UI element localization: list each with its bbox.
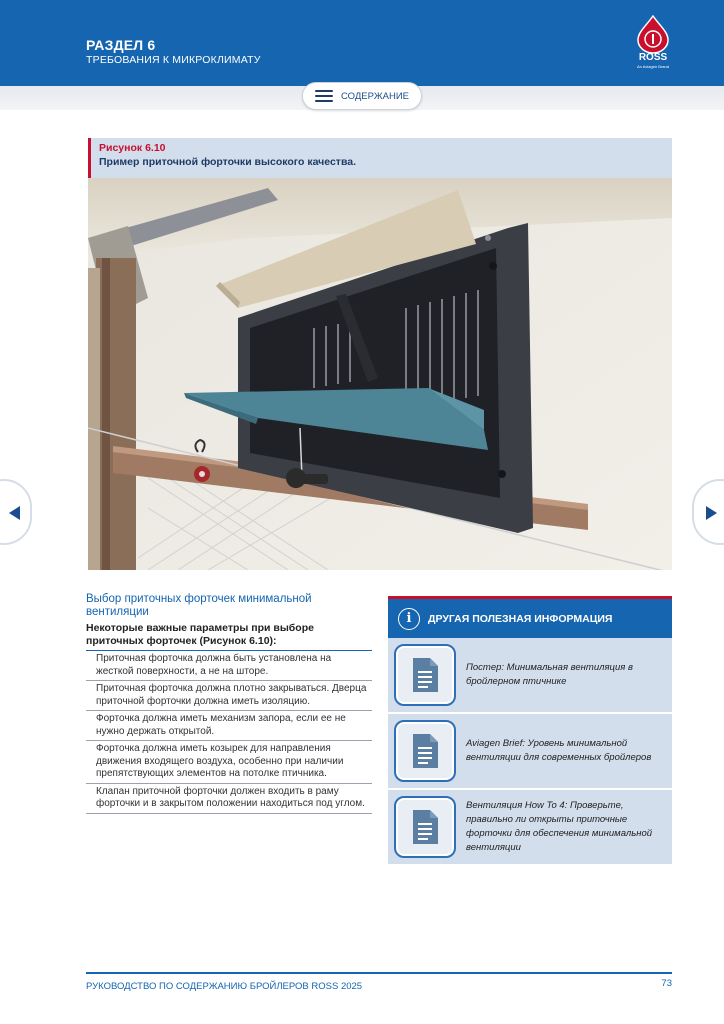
next-page-button[interactable]: [692, 479, 724, 545]
inlet-selection-section: [86, 593, 372, 814]
page-header: [0, 0, 724, 86]
footer-title: РУКОВОДСТВО ПО СОДЕРЖАНИЮ БРОЙЛЕРОВ ROSS 2025: [86, 981, 363, 992]
figure-caption-text: Пример приточной форточки высокого качества.: [99, 156, 357, 168]
info-link-item[interactable]: [388, 714, 672, 790]
requirements-list: [86, 651, 372, 814]
info-icon: i: [398, 608, 420, 630]
ross-logo: [630, 14, 676, 76]
logo-subtext: An Aviagen Brand: [637, 64, 669, 69]
contents-button[interactable]: [302, 82, 422, 110]
previous-page-button[interactable]: [0, 479, 32, 545]
footer-divider: [86, 972, 672, 974]
section-heading: Выбор приточных форточек минимальной вентиляции: [86, 593, 312, 618]
section-subtitle: ТРЕБОВАНИЯ К МИКРОКЛИМАТУ: [86, 54, 261, 66]
list-item: Приточная форточка должна плотно закрываться. Дверца приточной форточки должна иметь изоляцию.: [86, 681, 372, 711]
section-title: РАЗДЕЛ 6: [86, 37, 156, 53]
document-icon[interactable]: [394, 796, 456, 858]
info-panel-title: ДРУГАЯ ПОЛЕЗНАЯ ИНФОРМАЦИЯ: [428, 612, 613, 625]
document-icon[interactable]: [394, 644, 456, 706]
info-panel-header: [388, 596, 672, 638]
list-item: Клапан приточной форточки должен входить в раму форточки и в закрытом положении находиться под углом.: [86, 784, 372, 814]
section-subheading: Некоторые важные параметры при выборе приточных форточек (Рисунок 6.10):: [86, 622, 372, 651]
info-link-text[interactable]: Aviagen Brief: Уровень минимальной вентиляции для современных бройлеров: [466, 738, 652, 763]
contents-button-label: СОДЕРЖАНИЕ: [341, 90, 409, 102]
logo-text: ROSS: [638, 52, 668, 63]
info-link-item[interactable]: [388, 638, 672, 714]
arrow-left-icon: [9, 506, 20, 520]
document-icon[interactable]: [394, 720, 456, 782]
menu-icon: [315, 90, 333, 102]
info-link-text[interactable]: Постер: Минимальная вентиляция в бройлерном птичнике: [466, 662, 633, 687]
arrow-right-icon: [706, 506, 717, 520]
figure-caption: [88, 138, 672, 178]
list-item: Форточка должна иметь механизм запора, если ее не нужно держать открытой.: [86, 711, 372, 741]
inlet-photo: [88, 178, 672, 570]
info-link-item[interactable]: [388, 790, 672, 864]
figure-number: Рисунок 6.10: [99, 142, 166, 154]
ross-drop-icon: [630, 14, 676, 54]
page-number: 73: [661, 978, 672, 989]
list-item: Форточка должна иметь козырек для направления движения входящего воздуха, особенно при наличии препятствующих элементов на потолке птичника.: [86, 741, 372, 784]
list-item: Приточная форточка должна быть установлена на жесткой поверхности, а не на шторе.: [86, 651, 372, 681]
other-info-panel: [388, 596, 672, 864]
info-link-text[interactable]: Вентиляция How To 4: Проверьте, правильно ли открыты приточные форточки для обеспечения минимальной вентиляции: [466, 800, 653, 853]
